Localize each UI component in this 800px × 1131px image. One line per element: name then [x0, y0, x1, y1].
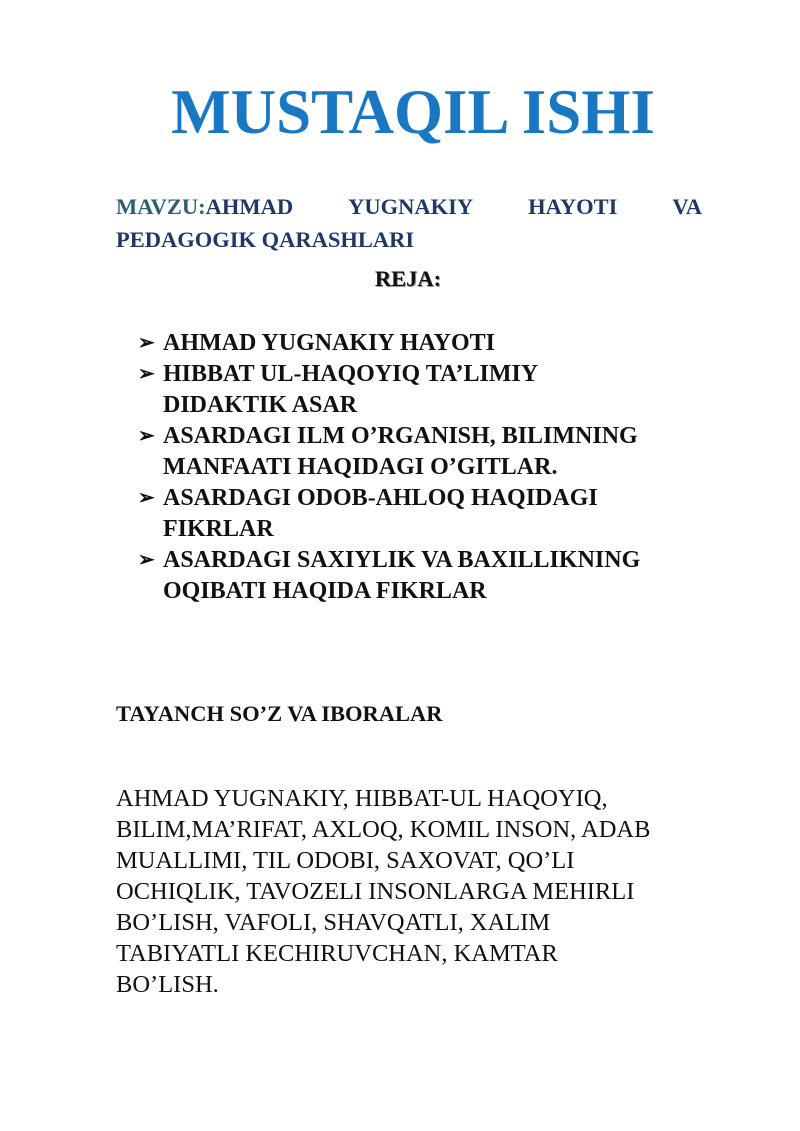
- keywords-line: BO’LISH, VAFOLI, SHAVQATLI, XALIM: [116, 909, 551, 936]
- topic-word: AHMAD: [205, 194, 294, 219]
- plan-item-text: ASARDAGI SAXIYLIK VA BAXILLIKNING OQIBATI HAQIDA FIKRLAR: [163, 547, 641, 604]
- keywords-line: OCHIQLIK, TAVOZELI INSONLARGA MEHIRLI: [116, 878, 635, 905]
- topic-prefix: MAVZU:: [116, 194, 206, 219]
- keywords-line: BILIM,MA’RIFAT, AXLOQ, KOMIL INSON, ADAB: [116, 816, 651, 843]
- arrowhead-bullet-icon: ➢: [138, 332, 155, 354]
- keywords-line: MUALLIMI, TIL ODOBI, SAXOVAT, QO’LI: [116, 847, 575, 874]
- topic-first-word: [116, 190, 293, 223]
- plan-item: [138, 328, 738, 359]
- topic-word: VA: [672, 194, 702, 219]
- document-title: MUSTAQIL ISHI: [171, 77, 655, 147]
- arrowhead-bullet-icon: ➢: [138, 425, 155, 447]
- plan-heading: REJA:: [374, 266, 442, 291]
- topic-line-2: PEDAGOGIK QARASHLARI: [116, 227, 415, 252]
- topic-block: [116, 190, 702, 256]
- keywords-heading: TAYANCH SO’Z VA IBORALAR: [116, 701, 443, 726]
- plan-list: [138, 328, 738, 607]
- plan-item: [138, 421, 738, 483]
- topic-word: YUGNAKIY: [348, 194, 474, 219]
- keywords-line: BO’LISH.: [116, 971, 219, 998]
- plan-item: [138, 483, 738, 545]
- plan-item: [138, 545, 738, 607]
- topic-line-1: [116, 190, 702, 223]
- arrowhead-bullet-icon: ➢: [138, 363, 155, 385]
- keywords-line: TABIYATLI KECHIRUVCHAN, KAMTAR: [116, 940, 558, 967]
- arrowhead-bullet-icon: ➢: [138, 487, 155, 509]
- plan-item-text: ASARDAGI ODOB-AHLOQ HAQIDAGI FIKRLAR: [163, 485, 598, 542]
- topic-word: HAYOTI: [528, 194, 618, 219]
- arrowhead-bullet-icon: ➢: [138, 549, 155, 571]
- plan-item-text: AHMAD YUGNAKIY HAYOTI: [163, 330, 496, 356]
- plan-item: [138, 359, 738, 421]
- keywords-paragraph: [116, 783, 716, 1000]
- plan-item-text: HIBBAT UL-HAQOYIQ TA’LIMIY DIDAKTIK ASAR: [163, 361, 539, 418]
- plan-item-text: ASARDAGI ILM O’RGANISH, BILIMNING MANFAATI HAQIDAGI O’GITLAR.: [163, 423, 638, 480]
- keywords-line: AHMAD YUGNAKIY, HIBBAT-UL HAQOYIQ,: [116, 785, 608, 812]
